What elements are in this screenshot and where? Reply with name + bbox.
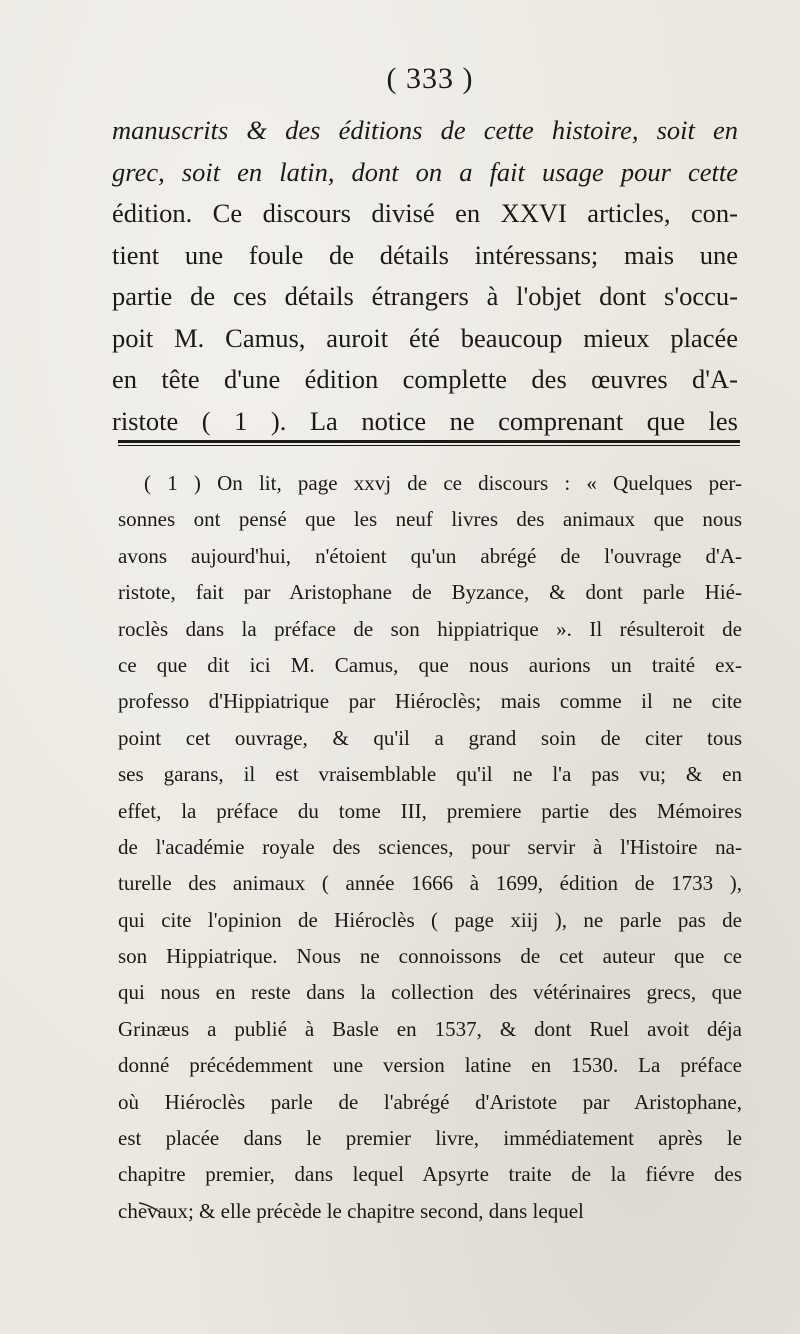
footnote-line: donné précédemment une version latine en 1530. La préface bbox=[118, 1053, 742, 1078]
main-line: partie de ces détails étrangers à l'objet dont s'occu- bbox=[112, 281, 738, 311]
footnote-line: où Hiéroclès parle de l'abrégé d'Aristote par Aristophane, bbox=[118, 1089, 742, 1114]
footnote-separator-rule bbox=[118, 440, 740, 443]
footnote-line: ses garans, il est vraisemblable qu'il ne l'a pas vu; & en bbox=[118, 762, 742, 787]
main-line: grec, soit en latin, dont on a fait usage pour cette bbox=[112, 156, 738, 187]
footnote-line: turelle des animaux ( année 1666 à 1699, édition de 1733 ), bbox=[118, 871, 742, 896]
footnote-line: avons aujourd'hui, n'étoient qu'un abrégé de l'ouvrage d'A- bbox=[118, 543, 742, 568]
footnote-line: chevaux; & elle précède le chapitre second, dans lequel bbox=[118, 1198, 584, 1223]
main-line: édition. Ce discours divisé en XXVI articles, con- bbox=[112, 198, 738, 228]
footnote-line: point cet ouvrage, & qu'il a grand soin de citer tous bbox=[118, 725, 742, 750]
main-line: manuscrits & des éditions de cette histoire, soit en bbox=[112, 115, 738, 145]
main-line: en tête d'une édition complette des œuvres d'A- bbox=[112, 364, 738, 394]
footnote-line: qui cite l'opinion de Hiéroclès ( page xiij ), ne parle pas de bbox=[118, 907, 742, 932]
main-line: tient une foule de détails intéressans; mais une bbox=[112, 239, 738, 270]
page-number: ( 333 ) bbox=[386, 62, 474, 95]
footnote-line: Grinæus a publié à Basle en 1537, & dont Ruel avoit déja bbox=[118, 1016, 742, 1041]
footnote-line: ce que dit ici M. Camus, que nous aurions un traité ex- bbox=[118, 652, 742, 677]
footnote-line: est placée dans le premier livre, immédiatement après le bbox=[118, 1126, 742, 1151]
footnote-line: sonnes ont pensé que les neuf livres des animaux que nous bbox=[118, 507, 742, 532]
main-text-block bbox=[112, 110, 738, 442]
footnote-line: roclès dans la préface de son hippiatrique ». Il résulteroit de bbox=[118, 616, 742, 641]
footnote-line: chapitre premier, dans lequel Apsyrte traite de la fiévre des bbox=[118, 1162, 742, 1187]
footnote-line: ( 1 ) On lit, page xxvj de ce discours : « Quelques per- bbox=[144, 471, 742, 495]
footnote-line: ristote, fait par Aristophane de Byzance, & dont parle Hié- bbox=[118, 580, 742, 605]
footnote-separator-rule-thin bbox=[118, 445, 740, 446]
main-line: poit M. Camus, auroit été beaucoup mieux placée bbox=[112, 322, 738, 353]
footnote-line: son Hippiatrique. Nous ne connoissons de cet auteur que ce bbox=[118, 944, 742, 969]
footnote-line: professo d'Hippiatrique par Hiéroclès; mais comme il ne cite bbox=[118, 689, 742, 714]
ink-mark bbox=[138, 1200, 162, 1214]
footnote-line: de l'académie royale des sciences, pour servir à l'Histoire na- bbox=[118, 834, 742, 859]
footnote-block bbox=[118, 465, 742, 1229]
main-line: ristote ( 1 ). La notice ne comprenant que les bbox=[112, 405, 738, 436]
footnote-line: qui nous en reste dans la collection des vétérinaires grecs, que bbox=[118, 980, 742, 1005]
footnote-line: effet, la préface du tome III, premiere partie des Mémoires bbox=[118, 798, 742, 823]
